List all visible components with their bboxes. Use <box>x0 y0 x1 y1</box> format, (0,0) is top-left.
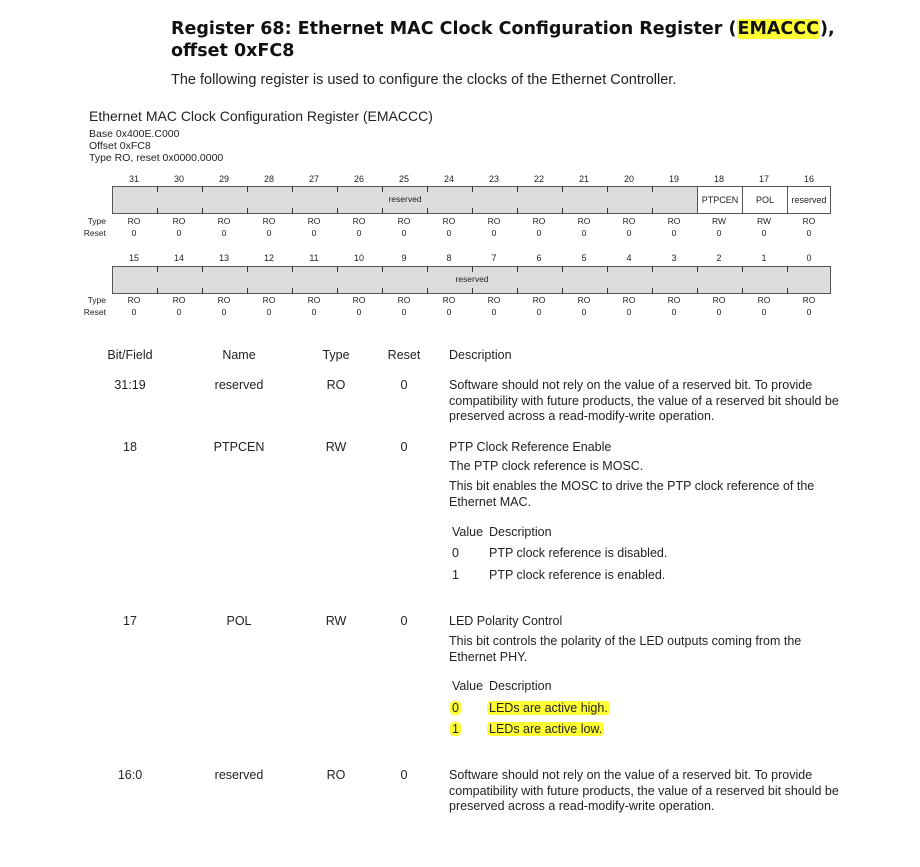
value-description: PTP clock reference is enabled. <box>489 568 666 582</box>
bit-number: 1 <box>761 253 767 263</box>
bit-number: 26 <box>353 174 364 184</box>
type-value: RO <box>307 216 321 226</box>
reserved-field-label: reserved <box>388 194 422 204</box>
diagram-title: Ethernet MAC Clock Configuration Register (EMACCC) <box>89 108 433 124</box>
reset-value: 0 <box>491 228 497 238</box>
bit-number: 23 <box>488 174 499 184</box>
type-value: RO <box>172 216 186 226</box>
type-value: RO <box>397 295 411 305</box>
bit-number: 25 <box>398 174 409 184</box>
reset-value: 0 <box>266 307 272 317</box>
intro-text: The following register is used to configure the clocks of the Ethernet Controller. <box>171 72 677 88</box>
type-value: RO <box>532 295 546 305</box>
row-name: PTPCEN <box>213 440 265 454</box>
row-description-title: LED Polarity Control <box>449 614 563 628</box>
reset-value: 0 <box>491 307 497 317</box>
value-description-header: Description <box>489 525 552 539</box>
reset-value: 0 <box>266 228 272 238</box>
bit-number: 5 <box>581 253 587 263</box>
upper-bit-numbers <box>112 174 831 186</box>
reset-value: 0 <box>176 307 182 317</box>
register-heading <box>171 18 871 62</box>
type-value: RO <box>802 295 816 305</box>
row-reset: 0 <box>400 440 408 454</box>
bit-number: 11 <box>309 253 319 263</box>
type-value: RO <box>442 295 456 305</box>
type-value: RW <box>711 216 726 226</box>
reset-value: 0 <box>671 228 677 238</box>
reset-value: 0 <box>131 307 137 317</box>
reset-value: 0 <box>536 228 542 238</box>
bit-number: 22 <box>533 174 544 184</box>
type-value: RO <box>352 216 366 226</box>
type-value: RO <box>577 295 591 305</box>
upper-register-box <box>112 186 831 214</box>
row-bits: 31:19 <box>114 378 146 392</box>
bit-number: 12 <box>263 253 274 263</box>
type-value: RO <box>262 295 276 305</box>
bit-number: 28 <box>263 174 274 184</box>
bit-number: 30 <box>173 174 184 184</box>
row-description-title: PTP Clock Reference Enable <box>449 440 612 454</box>
row-bits: 18 <box>123 440 137 454</box>
type-value: RO <box>667 295 681 305</box>
reset-value: 0 <box>401 228 407 238</box>
value-code-highlight <box>450 701 461 715</box>
type-value: RO <box>307 295 321 305</box>
bit-number: 14 <box>173 253 184 263</box>
value-description: LEDs are active low. <box>489 722 603 736</box>
bit-number: 8 <box>446 253 452 263</box>
type-value: RO <box>487 295 501 305</box>
bit-number: 16 <box>803 174 814 184</box>
row-type: RW <box>325 440 347 454</box>
type-value: RO <box>127 216 141 226</box>
reset-value: 0 <box>626 228 632 238</box>
row-description-line: This bit enables the MOSC to drive the PTP clock reference of the Ethernet MAC. <box>449 479 815 509</box>
type-value: RO <box>667 216 681 226</box>
type-value: RO <box>757 295 771 305</box>
type-value: RO <box>262 216 276 226</box>
row-type: RO <box>326 378 346 392</box>
header-description: Description <box>449 348 512 362</box>
bit-number: 15 <box>128 253 139 263</box>
value-header: Value <box>452 525 484 539</box>
type-label: Type <box>87 216 106 226</box>
reset-value: 0 <box>401 307 407 317</box>
type-label: Type <box>87 295 106 305</box>
reset-value: 0 <box>311 307 317 317</box>
row-name: POL <box>226 614 252 628</box>
row-type: RO <box>326 768 346 782</box>
heading-abbrev-highlight: EMACCC <box>737 19 819 39</box>
type-value: RO <box>622 216 636 226</box>
type-value: RO <box>172 295 186 305</box>
value-description-header: Description <box>489 679 552 693</box>
type-value: RO <box>442 216 456 226</box>
type-value: RO <box>622 295 636 305</box>
type-value: RO <box>577 216 591 226</box>
row-reset: 0 <box>400 614 408 628</box>
reset-value: 0 <box>761 307 767 317</box>
bit-number: 18 <box>713 174 724 184</box>
bit-number: 21 <box>578 174 589 184</box>
row-description-line: This bit controls the polarity of the LED outputs coming from the Ethernet PHY. <box>449 634 802 664</box>
row-reset: 0 <box>400 768 408 782</box>
row-description-line: The PTP clock reference is MOSC. <box>449 459 644 473</box>
bit-number: 29 <box>218 174 229 184</box>
reset-value: 0 <box>806 228 812 238</box>
reset-value: 0 <box>671 307 677 317</box>
bit-number: 0 <box>806 253 812 263</box>
row-bits: 16:0 <box>117 768 143 782</box>
reset-label: Reset <box>83 228 106 238</box>
ptpcen-field: PTPCEN <box>697 187 742 213</box>
bit-number: 7 <box>491 253 497 263</box>
type-value: RO <box>127 295 141 305</box>
value-code: 1 <box>452 568 459 582</box>
reset-value: 0 <box>446 228 452 238</box>
bit-number: 31 <box>128 174 139 184</box>
diagram-meta <box>89 128 223 164</box>
heading-suffix: ), offset 0xFC8 <box>171 19 835 61</box>
row-name: reserved <box>214 768 264 782</box>
reset-value: 0 <box>716 307 722 317</box>
bit-number: 2 <box>716 253 722 263</box>
row-description: Software should not rely on the value of a reserved bit. To provide compatibility with future products, the value of a reserved bit should be preserved across a read-modify-write operation. <box>449 768 839 813</box>
lower-bit-numbers <box>112 253 831 265</box>
type-reset: Type RO, reset 0x0000.0000 <box>89 152 224 164</box>
reset-value: 0 <box>761 228 767 238</box>
type-value: RO <box>712 295 726 305</box>
type-value: RW <box>756 216 771 226</box>
reset-label: Reset <box>83 307 106 317</box>
value-description-highlight <box>487 701 610 715</box>
row-bits: 17 <box>123 614 137 628</box>
value-code: 0 <box>452 546 459 560</box>
row-reset: 0 <box>400 378 408 392</box>
value-code: 0 <box>452 701 459 715</box>
type-value: RO <box>532 216 546 226</box>
reset-value: 0 <box>311 228 317 238</box>
reserved16-field: reserved <box>787 187 830 213</box>
offset-address: Offset 0xFC8 <box>89 140 151 152</box>
bit-number: 17 <box>758 174 769 184</box>
reset-value: 0 <box>356 228 362 238</box>
base-address: Base 0x400E.C000 <box>89 128 180 140</box>
reset-value: 0 <box>581 228 587 238</box>
bit-number: 19 <box>668 174 679 184</box>
value-code-highlight <box>450 722 461 736</box>
reset-value: 0 <box>176 228 182 238</box>
bit-number: 9 <box>401 253 407 263</box>
reserved-field-label: reserved <box>455 274 489 284</box>
header-bitfield: Bit/Field <box>107 348 153 362</box>
header-reset: Reset <box>387 348 421 362</box>
bit-number: 10 <box>353 253 364 263</box>
value-description: PTP clock reference is disabled. <box>489 546 668 560</box>
value-code: 1 <box>452 722 459 736</box>
type-value: RO <box>217 216 231 226</box>
reset-value: 0 <box>221 307 227 317</box>
row-type: RW <box>325 614 347 628</box>
reset-value: 0 <box>446 307 452 317</box>
pol-field: POL <box>742 187 787 213</box>
reset-value: 0 <box>716 228 722 238</box>
bit-number: 20 <box>623 174 634 184</box>
reset-value: 0 <box>131 228 137 238</box>
type-value: RO <box>397 216 411 226</box>
reset-value: 0 <box>356 307 362 317</box>
row-name: reserved <box>214 378 264 392</box>
bit-number: 27 <box>308 174 319 184</box>
value-description: LEDs are active high. <box>489 701 608 715</box>
reset-value: 0 <box>536 307 542 317</box>
bit-number: 4 <box>626 253 632 263</box>
heading-prefix: Register 68: Ethernet MAC Clock Configuration Register ( <box>171 19 737 39</box>
header-type: Type <box>322 348 350 362</box>
reset-value: 0 <box>626 307 632 317</box>
row-description: Software should not rely on the value of a reserved bit. To provide compatibility with future products, the value of a reserved bit should be preserved across a read-modify-write operation. <box>449 378 839 423</box>
reset-value: 0 <box>806 307 812 317</box>
lower-register-box <box>112 266 831 294</box>
value-description-highlight <box>487 722 604 736</box>
value-header: Value <box>452 679 484 693</box>
type-value: RO <box>352 295 366 305</box>
type-value: RO <box>487 216 501 226</box>
reset-value: 0 <box>581 307 587 317</box>
bit-number: 3 <box>671 253 677 263</box>
bit-number: 6 <box>536 253 542 263</box>
bit-number: 24 <box>443 174 454 184</box>
type-value: RO <box>802 216 816 226</box>
header-name: Name <box>222 348 256 362</box>
type-value: RO <box>217 295 231 305</box>
bit-number: 13 <box>218 253 229 263</box>
reset-value: 0 <box>221 228 227 238</box>
